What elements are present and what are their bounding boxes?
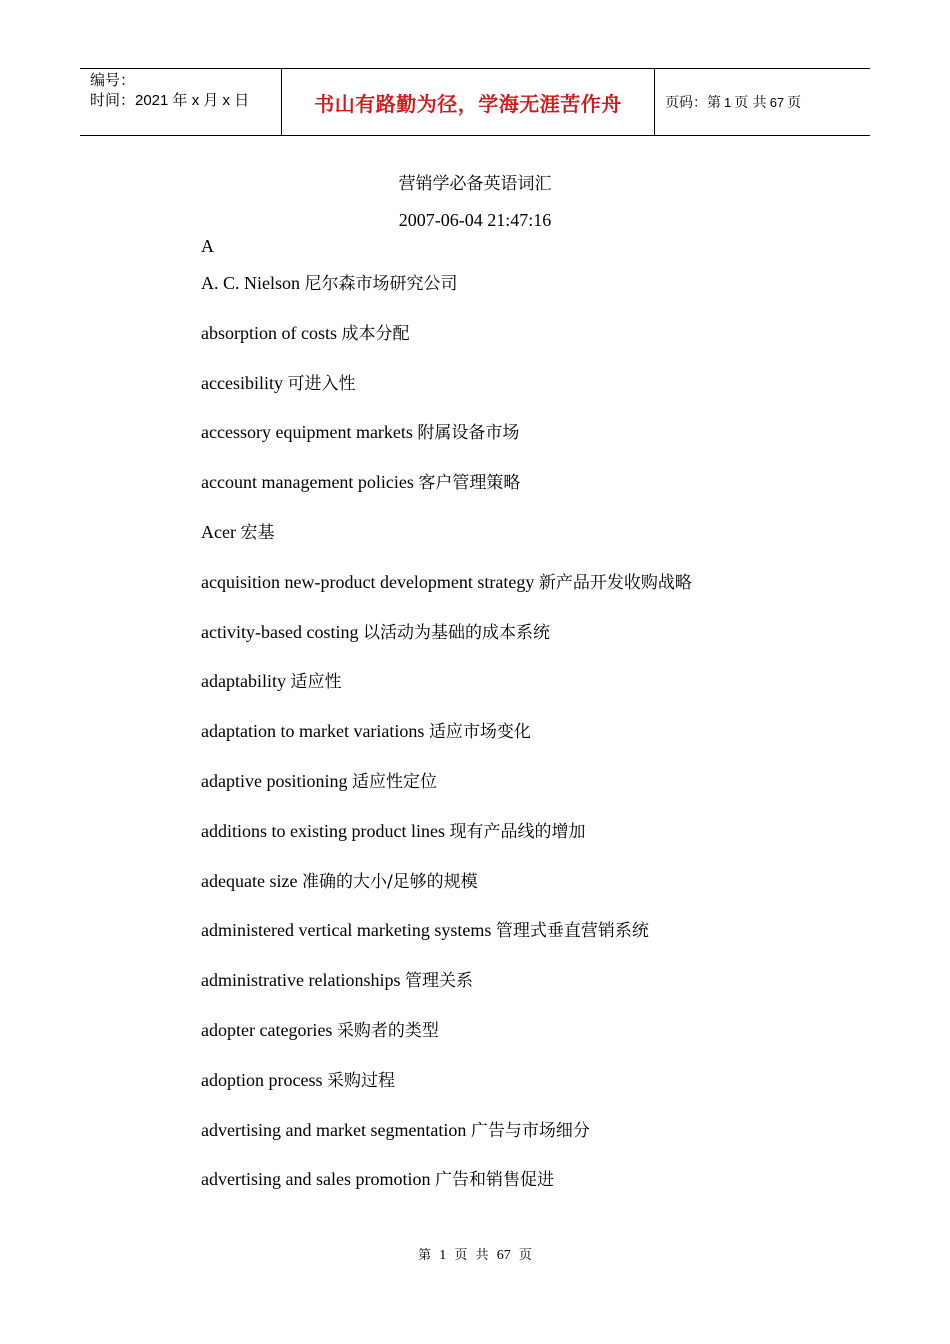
entry-chinese: 采购过程 xyxy=(326,1070,395,1091)
entry-english: advertising and market segmentation xyxy=(201,1119,467,1140)
vocabulary-entry xyxy=(201,768,901,818)
entry-chinese: 附属设备市场 xyxy=(417,423,520,444)
vocabulary-entry xyxy=(201,619,901,669)
entry-chinese: 以活动为基础的成本系统 xyxy=(362,622,550,643)
entry-chinese: 广告与市场细分 xyxy=(470,1120,590,1141)
entry-english: administered vertical marketing systems xyxy=(201,920,492,941)
entry-english: adaptive positioning xyxy=(201,770,348,791)
page-header xyxy=(80,68,870,136)
entry-chinese: 新产品开发收购战略 xyxy=(538,572,692,593)
footer-prefix: 第 xyxy=(418,1248,432,1263)
footer-mid: 页 共 xyxy=(454,1248,489,1263)
vocabulary-entry xyxy=(201,967,901,1017)
entry-chinese: 管理关系 xyxy=(404,971,473,992)
page-info-suffix: 页 xyxy=(787,95,802,111)
header-motto: 书山有路勤为径，学海无涯苦作舟 xyxy=(281,69,655,135)
entry-english: acquisition new-product development strategy xyxy=(201,571,535,592)
entry-english: adaptation to market variations xyxy=(201,721,425,742)
vocabulary-entry xyxy=(201,1117,901,1167)
header-page-info xyxy=(655,69,870,135)
entry-english: account management policies xyxy=(201,472,414,493)
vocabulary-entry xyxy=(201,519,901,569)
entry-chinese: 客户管理策略 xyxy=(418,473,521,494)
vocabulary-entry xyxy=(201,419,901,469)
header-meta xyxy=(80,69,281,135)
vocabulary-entry xyxy=(201,1017,901,1067)
page-info-mid: 页 共 xyxy=(734,95,767,111)
entry-english: activity-based costing xyxy=(201,621,359,642)
vocabulary-entry xyxy=(201,718,901,768)
entry-english: adopter categories xyxy=(201,1019,333,1040)
page-info-current: 1 xyxy=(724,94,732,110)
entry-chinese: 适应市场变化 xyxy=(428,722,531,743)
section-letter: A xyxy=(201,236,214,256)
vocabulary-entry xyxy=(201,370,901,420)
entry-chinese: 宏基 xyxy=(240,522,275,543)
vocabulary-entry xyxy=(201,469,901,519)
entry-chinese: 适应性 xyxy=(290,672,342,693)
entry-chinese: 适应性定位 xyxy=(351,771,437,792)
entry-english: adaptability xyxy=(201,671,286,692)
document-date: 2007-06-04 21:47:16 xyxy=(398,210,552,230)
vocabulary-entry xyxy=(201,868,901,918)
footer-current-page: 1 xyxy=(439,1248,447,1263)
entry-chinese: 采购者的类型 xyxy=(336,1020,439,1041)
vocabulary-entry xyxy=(201,569,901,619)
entry-chinese: 广告和销售促进 xyxy=(434,1170,554,1191)
entry-chinese: 准确的大小/足够的规模 xyxy=(301,871,478,892)
vocabulary-entry xyxy=(201,818,901,868)
page-info-prefix: 页码：第 xyxy=(665,95,721,111)
entry-chinese: 现有产品线的增加 xyxy=(449,821,586,842)
document-number-label: 编号： xyxy=(90,72,136,89)
entry-english: Acer xyxy=(201,521,236,542)
vocabulary-entry xyxy=(201,270,901,320)
entry-chinese: 尼尔森市场研究公司 xyxy=(304,274,458,294)
entry-english: accessory equipment markets xyxy=(201,422,413,443)
vocabulary-entry xyxy=(201,668,901,718)
entry-english: additions to existing product lines xyxy=(201,820,445,841)
entry-english: adoption process xyxy=(201,1069,323,1090)
entry-chinese: 可进入性 xyxy=(287,373,356,394)
entry-english: A. C. Nielson xyxy=(201,273,300,293)
footer-suffix: 页 xyxy=(518,1248,532,1263)
entry-chinese: 成本分配 xyxy=(341,323,410,344)
entry-chinese: 管理式垂直营销系统 xyxy=(495,921,649,942)
vocabulary-list xyxy=(201,270,901,1216)
page-footer xyxy=(0,1246,950,1266)
vocabulary-entry xyxy=(201,1166,901,1216)
entry-english: adequate size xyxy=(201,870,298,891)
page-info-total: 67 xyxy=(769,94,785,110)
vocabulary-entry xyxy=(201,1067,901,1117)
vocabulary-entry xyxy=(201,917,901,967)
entry-english: administrative relationships xyxy=(201,970,401,991)
vocabulary-entry xyxy=(201,320,901,370)
document-time-label: 时间：2021 年 x 月 x 日 xyxy=(90,92,250,109)
entry-english: accesibility xyxy=(201,372,283,393)
entry-english: absorption of costs xyxy=(201,322,337,343)
document-title: 营销学必备英语词汇 xyxy=(398,174,552,194)
entry-english: advertising and sales promotion xyxy=(201,1169,431,1190)
footer-total-pages: 67 xyxy=(496,1248,511,1263)
